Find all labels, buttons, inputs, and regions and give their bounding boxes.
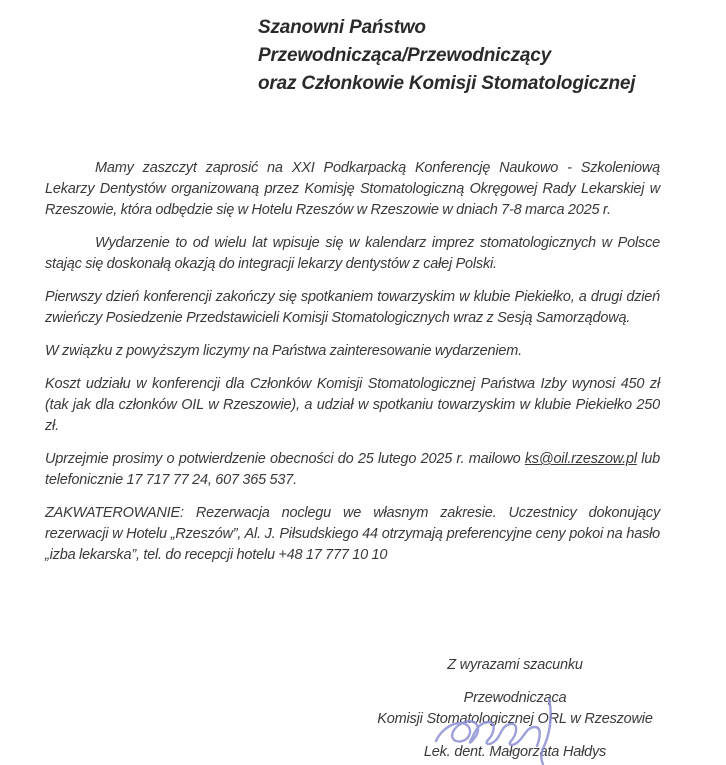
signer-name: Lek. dent. Małgorzata Hałdys — [423, 744, 607, 760]
body-paragraph-program: Pierwszy dzień konferencji zakończy się spotkaniem towarzyskim w klubie Piekiełko, a drugi dzień zwieńczy Posiedzenie Przedstawicieli Komisji Stomatologicznych wraz z Sesją Samorządową. — [45, 289, 660, 326]
letter-salutation — [258, 14, 635, 98]
body-paragraph-interest: W związku z powyższym liczymy na Państwa zainteresowanie wydarzeniem. — [45, 343, 522, 359]
contact-text-before-email: Uprzejmie prosimy o potwierdzenie obecności do 25 lutego 2025 r. mailowo — [45, 451, 525, 467]
salutation-line-1: Szanowni Państwo — [258, 17, 426, 38]
body-paragraph-contact — [45, 449, 660, 491]
signer-title: Przewodnicząca — [463, 690, 567, 706]
body-paragraph-cost: Koszt udziału w konferencji dla Członków Komisji Stomatologicznej Państwa Izby wynosi 450 zł (tak jak dla członków OIL w Rzeszowie), a udział w spotkaniu towarzyskim w klubie Piekiełko 250 zł. — [45, 376, 660, 434]
body-paragraph-accommodation: ZAKWATEROWANIE: Rezerwacja noclegu we własnym zakresie. Uczestnicy dokonujący rezerwacji w Hotelu „Rzeszów”, Al. J. Piłsudskiego 44 otrzymają preferencyjne ceny pokoi na hasło „izba lekarska”, tel. do recepcji hotelu +48 17 777 10 10 — [45, 505, 660, 563]
closing-block — [345, 655, 685, 763]
closing-regards: Z wyrazami szacunku — [447, 657, 583, 673]
email-link[interactable]: ks@oil.rzeszow.pl — [524, 451, 637, 467]
body-paragraph-tradition: Wydarzenie to od wielu lat wpisuje się w kalendarz imprez stomatologicznych w Polsce stając się doskonałą okazją do integracji lekarzy dentystów z całej Polski. — [45, 235, 660, 272]
contact-text-after-email: lub telefonicznie 17 717 77 24, 607 365 537. — [45, 451, 660, 488]
letter-body — [45, 158, 660, 578]
signer-organization: Komisji Stomatologicznej ORL w Rzeszowie — [377, 711, 653, 727]
body-paragraph-invitation: Mamy zaszczyt zaprosić na XXI Podkarpacką Konferencję Naukowo - Szkoleniową Lekarzy Dentystów organizowaną przez Komisję Stomatologiczną Okręgowej Rady Lekarskiej w Rzeszowie, która odbędzie się w Hotelu Rzeszów w Rzeszowie w dniach 7-8 marca 2025 r. — [45, 160, 660, 218]
salutation-line-2: Przewodnicząca/Przewodniczący — [258, 45, 552, 66]
salutation-line-3: oraz Członkowie Komisji Stomatologicznej — [258, 73, 636, 94]
